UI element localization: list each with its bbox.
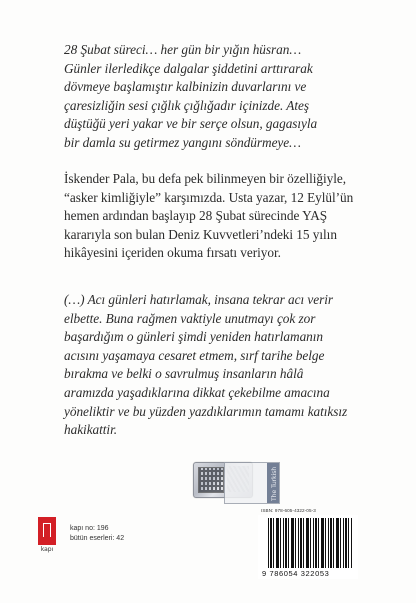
publisher-name: kapı [40, 546, 54, 553]
text-line: kararıyla son bulan Deniz Kuvvetleri’ndeki 15 yılın [64, 226, 337, 242]
text-line: başardığım o günleri şimdi yeniden hatırlamanın [64, 329, 324, 345]
text-line: bırakma ve belki o savrulmuş insanların hâlâ [64, 366, 304, 382]
barcode [258, 515, 358, 579]
text-line: elbette. Buna rağmen vaktiyle unutmayı çok zor [64, 310, 316, 326]
text-line: bir damla su getirmez yangını söndürmeye… [64, 134, 301, 150]
description-paragraph [64, 170, 364, 263]
text-line: yöneliktir ve bu yüzden yazdıklarımın tamamı katıksız [64, 403, 348, 419]
text-line: acısını yaşamaya cesaret etmem, sırf tarihe belge [64, 347, 325, 363]
text-line: 28 Şubat süreci… her gün bir yığın hüsran… [64, 42, 302, 57]
barcode-number: 9 786054 322053 [262, 569, 330, 578]
text-line: hakikattir. [64, 422, 118, 438]
publisher-logo-icon [38, 517, 56, 545]
qr-code-icon [198, 467, 224, 493]
quote-paragraph [64, 291, 364, 440]
works-number: bütün eserleri: 42 [70, 535, 125, 542]
text-line: dövmeye başlamıştır kalbinizin duvarlarını ve [64, 79, 307, 95]
text-line: aramızda yaşadıklarına dikkat çekebilme amacına [64, 384, 330, 400]
text-line: hemen ardından başlayıp 28 Şubat sürecinde YAŞ [64, 208, 328, 224]
text-line: Günler ilerledikçe dalgalar şiddetini arttırarak [64, 60, 313, 76]
series-number: kapı no: 196 [70, 525, 109, 532]
excerpt-paragraph [64, 41, 364, 153]
text-line: hikâyesini içeriden okuma fırsatı veriyor. [64, 245, 281, 261]
door-icon [43, 523, 51, 537]
stamp-band-text: The Turkish [271, 466, 278, 501]
isbn-label: ISBN: 978-605-4322-05-3 [261, 508, 316, 513]
price-stamp [224, 462, 280, 504]
text-line: (…) Acı günleri hatırlamak, insana tekrar acı verir [64, 292, 334, 307]
barcode-icon [268, 518, 352, 568]
text-line: İskender Pala, bu defa pek bilinmeyen bir özelliğiyle, [64, 171, 346, 186]
text-line: düştüğü yeri yakar ve bir serçe olsun, gagasıyla [64, 116, 318, 132]
text-line: çaresizliğin sesi çığlık çığlığadır içinizde. Ateş [64, 97, 309, 113]
text-line: “asker kimliğiyle” karşımızda. Usta yazar, 12 Eylül’ün [64, 189, 354, 205]
